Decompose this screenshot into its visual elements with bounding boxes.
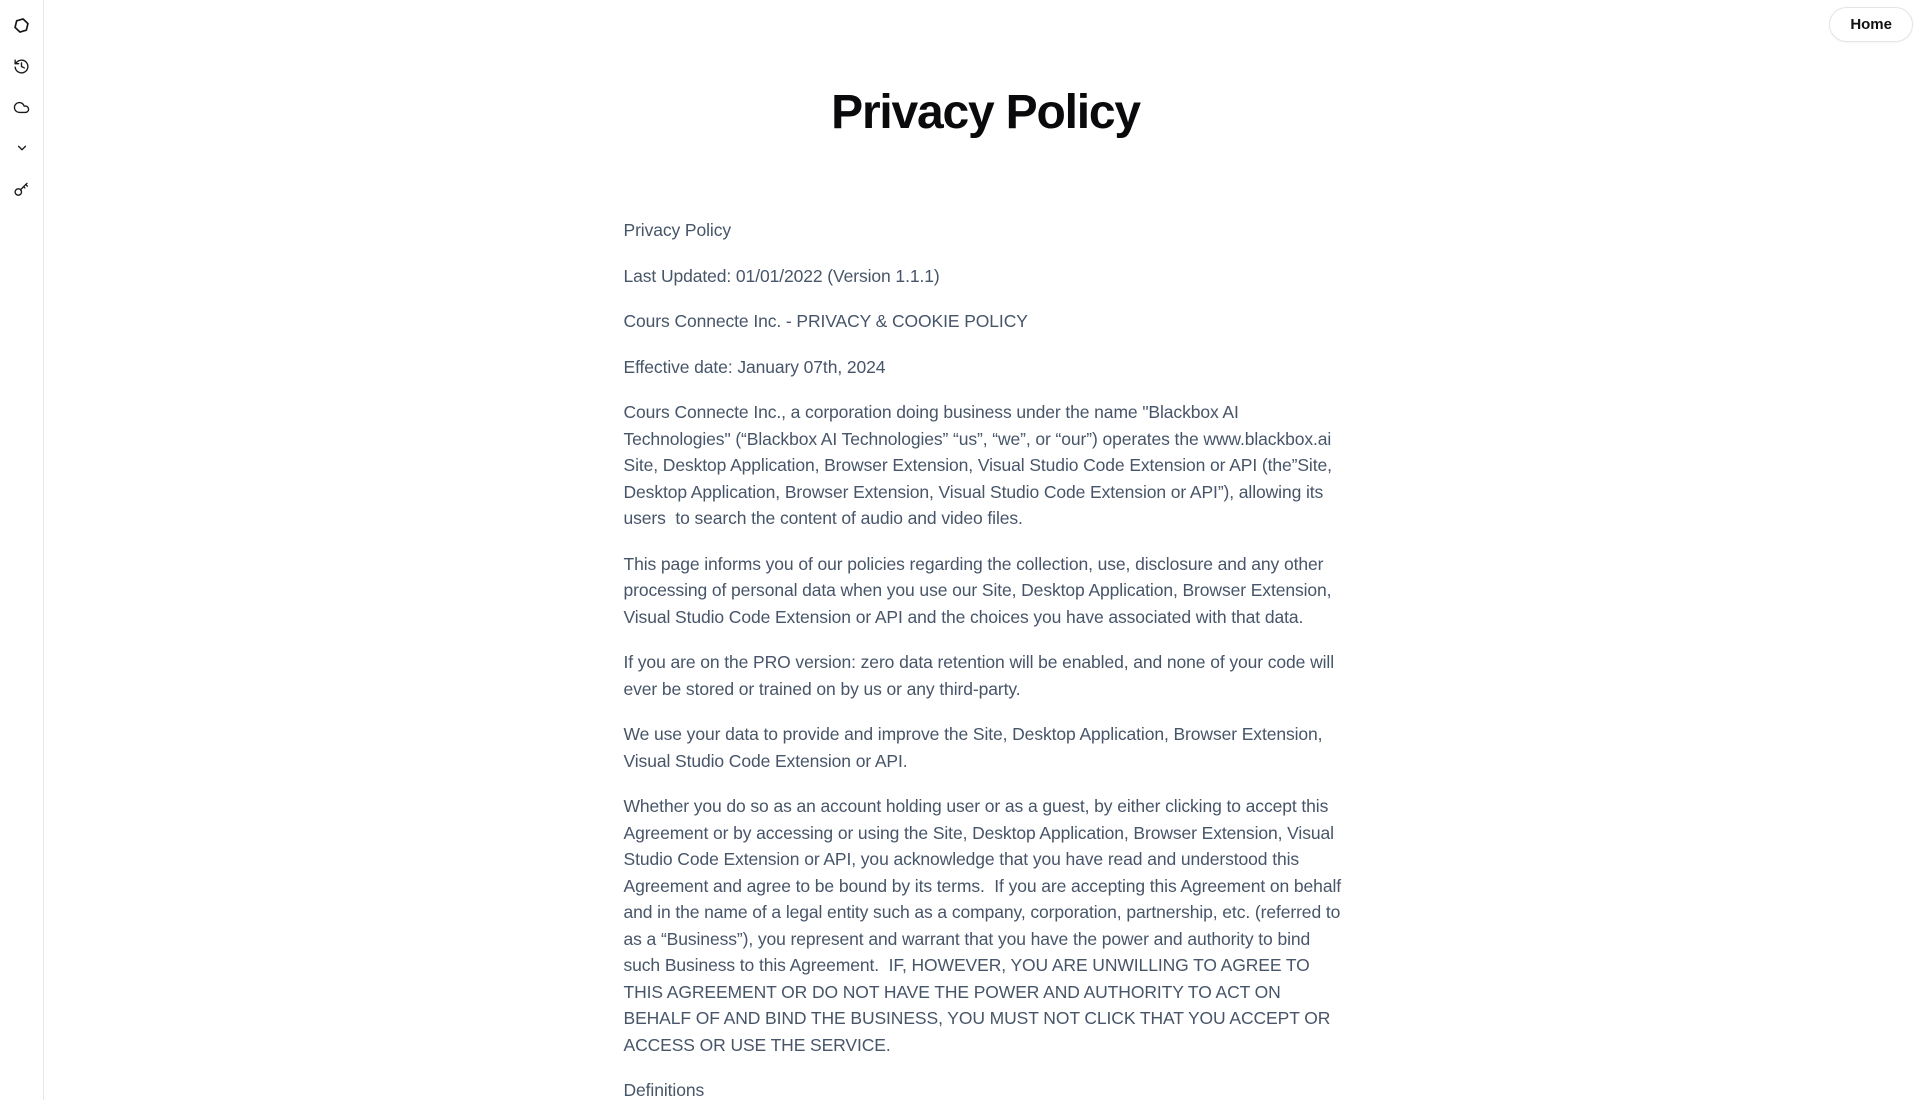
- sidebar: [0, 0, 44, 1100]
- policy-paragraph: If you are on the PRO version: zero data retention will be enabled, and none of your code will ever be stored or trained on by us or any third-party.: [623, 652, 1339, 699]
- policy-paragraphs: [624, 217, 1348, 1100]
- policy-paragraph: Cours Connecte Inc., a corporation doing business under the name "Blackbox AI Technologies" (“Blackbox AI Technologies” “us”, “we”, or “our”) operates the www.blackbox.ai Site, Desktop Application, Browser Extension, Visual Studio Code Extension or API (the”Site, Desktop Application, Browser Extension, Visual Studio Code Extension or API”), allowing its users to search the content of audio and video files.: [623, 402, 1337, 528]
- chevron-down-icon[interactable]: [13, 139, 31, 157]
- policy-paragraph: Effective date: January 07th, 2024: [623, 356, 886, 377]
- logo-hexagon-icon[interactable]: [13, 16, 31, 34]
- cloud-icon[interactable]: [13, 98, 31, 116]
- policy-paragraph: Last Updated: 01/01/2022 (Version 1.1.1): [623, 265, 940, 286]
- policy-paragraph: Cours Connecte Inc. - PRIVACY & COOKIE POLICY: [623, 311, 1028, 331]
- policy-paragraph: Privacy Policy: [623, 220, 732, 240]
- page-title: Privacy Policy: [831, 86, 1140, 139]
- policy-paragraph: This page informs you of our policies regarding the collection, use, disclosure and any other processing of personal data when you use our Site, Desktop Application, Browser Extension, Visual Studio Code Extension or API and the choices you have associated with that data.: [623, 553, 1337, 627]
- home-button[interactable]: Home: [1829, 7, 1913, 42]
- policy-paragraph: Definitions: [623, 1080, 705, 1100]
- history-icon[interactable]: [13, 57, 31, 75]
- main-area: [44, 0, 1927, 1100]
- key-icon[interactable]: [13, 180, 31, 198]
- policy-paragraph: We use your data to provide and improve the Site, Desktop Application, Browser Extension, Visual Studio Code Extension or API.: [623, 724, 1328, 771]
- policy-paragraph: Whether you do so as an account holding user or as a guest, by either clicking to accept this Agreement or by accessing or using the Site, Desktop Application, Browser Extension, Visual Studio Code Extension or API, you acknowledge that you have read and understood this Agreement and agree to be bound by its terms. If you are accepting this Agreement on behalf and in the name of a legal entity such as a company, corporation, partnership, etc. (referred to as a “Business”), you represent and warrant that you have the power and authority to bind such Business to this Agreement. IF, HOWEVER, YOU ARE UNWILLING TO AGREE TO THIS AGREEMENT OR DO NOT HAVE THE POWER AND AUTHORITY TO ACT ON BEHALF OF AND BIND THE BUSINESS, YOU MUST NOT CLICK THAT YOU ACCEPT OR ACCESS OR USE THE SERVICE.: [623, 796, 1346, 1055]
